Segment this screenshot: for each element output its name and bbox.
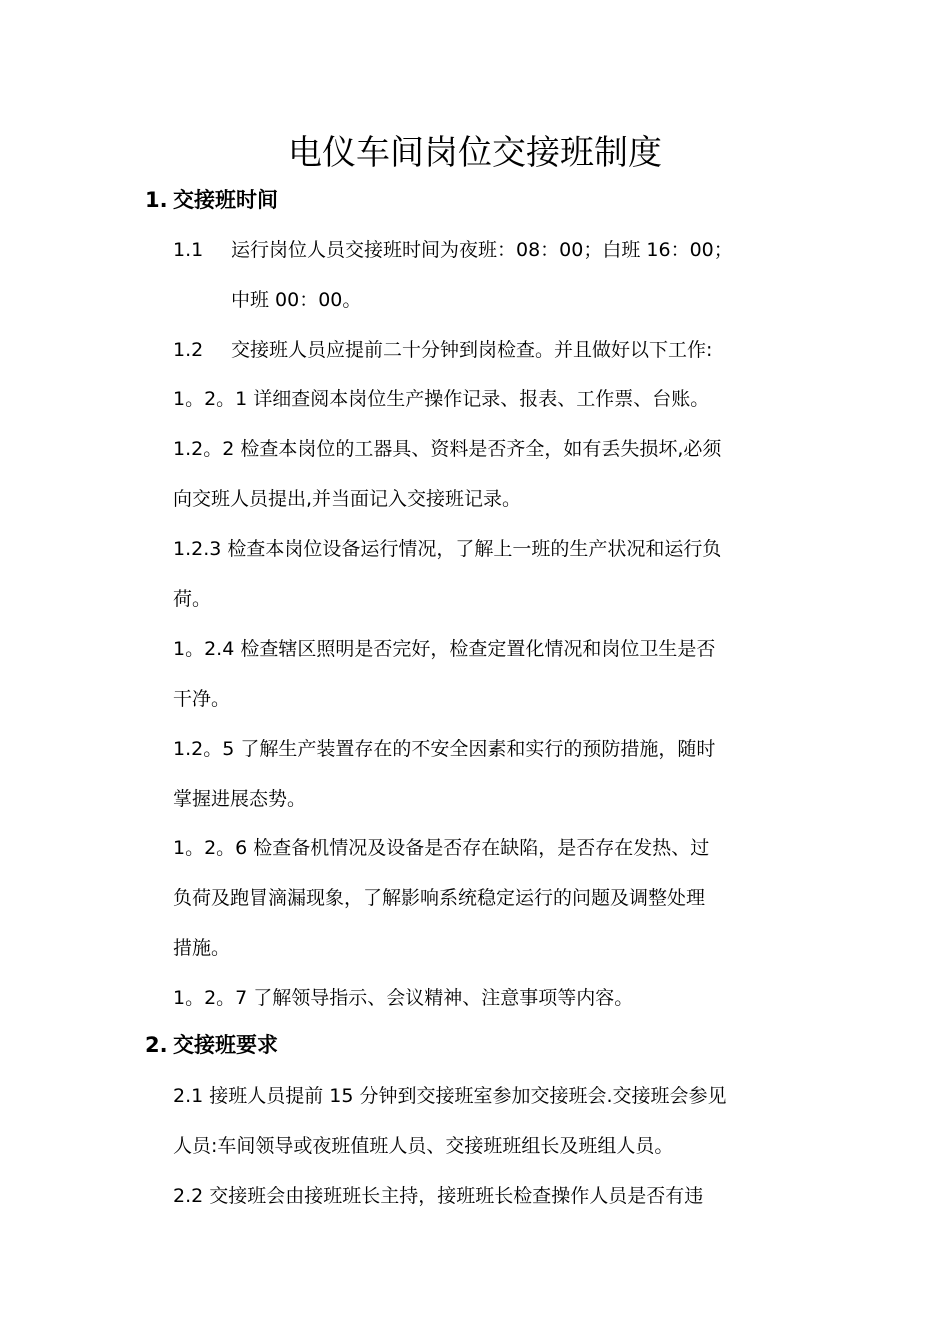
section-number: 2. — [145, 1033, 168, 1057]
item-text: 交接班人员应提前二十分钟到岗检查。并且做好以下工作: — [231, 339, 713, 361]
item-text: 运行岗位人员交接班时间为夜班：08：00；白班 16：00； — [231, 239, 733, 261]
section-2-heading — [145, 1030, 278, 1060]
item-1-2-6-continued-2: 措施。 — [173, 937, 231, 959]
item-2-1-continued: 人员:车间领导或夜班值班人员、交接班班组长及班组人员。 — [173, 1135, 674, 1157]
item-1-2-4-continued: 干净。 — [173, 688, 231, 710]
item-1-2-1: 1。2。1 详细查阅本岗位生产操作记录、报表、工作票、台账。 — [173, 388, 710, 410]
section-1-heading — [145, 185, 278, 215]
item-1-2-3-continued: 荷。 — [173, 588, 212, 610]
item-1-2-6: 1。2。6 检查备机情况及设备是否存在缺陷，是否存在发热、过 — [173, 837, 710, 859]
document-title: 电仪车间岗位交接班制度 — [288, 133, 662, 173]
item-number: 1.2 — [173, 339, 204, 361]
item-2-2: 2.2 交接班会由接班班长主持，接班班长检查操作人员是否有违 — [173, 1185, 704, 1207]
item-1-2-7: 1。2。7 了解领导指示、会议精神、注意事项等内容。 — [173, 987, 634, 1009]
item-1-2-2: 1.2。2 检查本岗位的工器具、资料是否齐全，如有丢失损坏,必须 — [173, 438, 722, 460]
section-number: 1. — [145, 188, 168, 212]
item-1-2-4: 1。2.4 检查辖区照明是否完好，检查定置化情况和岗位卫生是否 — [173, 638, 716, 660]
item-1-1 — [173, 235, 733, 265]
section-title: 交接班要求 — [173, 1033, 278, 1057]
item-number: 1.1 — [173, 239, 204, 261]
item-1-2 — [173, 335, 712, 365]
section-title: 交接班时间 — [173, 188, 278, 212]
item-1-2-5: 1.2。5 了解生产装置存在的不安全因素和实行的预防措施，随时 — [173, 738, 716, 760]
item-1-2-6-continued: 负荷及跑冒滴漏现象，了解影响系统稳定运行的问题及调整处理 — [173, 887, 706, 909]
item-1-2-3: 1.2.3 检查本岗位设备运行情况，了解上一班的生产状况和运行负 — [173, 538, 722, 560]
item-1-1-continued: 中班 00：00。 — [231, 289, 362, 311]
item-1-2-2-continued: 向交班人员提出,并当面记入交接班记录。 — [173, 488, 522, 510]
item-2-1: 2.1 接班人员提前 15 分钟到交接班室参加交接班会.交接班会参见 — [173, 1085, 727, 1107]
item-1-2-5-continued: 掌握进展态势。 — [173, 788, 307, 810]
